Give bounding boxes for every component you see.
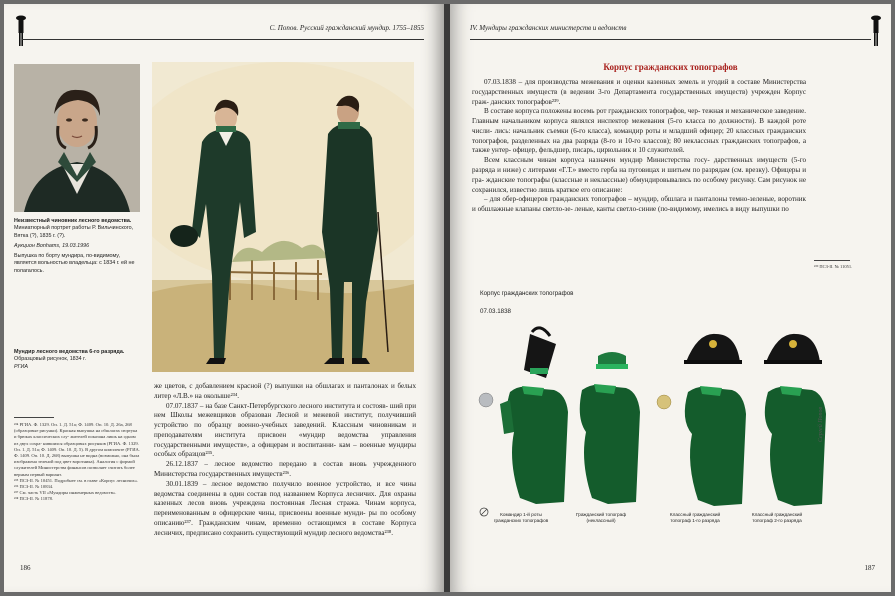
plate-caption: Классный гражданский топограф 1-го разряда	[669, 512, 721, 524]
paragraph: В составе корпуса положены восемь рот гражданских топографов, чер- тежная и механическое заведение. Главным начальником корпуса являлся инспектор межевания (5-го класса по должности). В каждой роте числи- лись: начальник съемки (6-го класса), командир роты и младший офицер; 20 классных гражданских топографов, разделенных на два разряда (8-го и 10-го классов); 80 неклассных гражданских топографов, а также унтер- офицер, фельдшер, писарь, цирюльник и 10 служителей.	[472, 107, 806, 155]
footnote: ²³⁷ См. часть VII «Мундиры инженерных ведомств».	[14, 490, 117, 496]
header-rule	[22, 39, 424, 40]
header-rule	[470, 39, 871, 40]
portrait-caption-line: Миниатюрный портрет работы Р. Вильчинского,	[14, 225, 134, 232]
left-body-text	[154, 382, 416, 539]
paragraph: 07.03.1838 – для производства межевания и оценки казенных земель и угодий в составе Министерства государственных имуществ (в ведении 3-го Департамента государственных имуществ) учрежден Корпус граж- данских топографов²³⁹.	[472, 78, 806, 106]
footnote: ²³⁴ РГИА. Ф. 1329. Оп. 1. Д. 51а; Ф. 1409. Оп. 10. Д. 26а, 268 (образцовые рисунки). Красная выпушка на обшлагах сюртука и брюках классических слу- жителей показана лишь на одном из двух сохра- нившихся образцовых рисунков (РГИА. Ф. 1329. Оп. 1. Д. 51а; Ф. 1409. Оп. 10. Д. 5). В другом комплекте (РГИА. Ф. 1409. Оп. 10. Д. 268) выпушка не видна (возможно, она была изображена зеленой под цвет воротника). Аналогия с формой служителей Министерства финансов позволяет считать более верным первый вариант.	[14, 422, 140, 477]
portrait-caption-note: является вольностью владельца: с 1834 г. ей не	[14, 260, 135, 267]
footnotes	[14, 422, 140, 502]
miniature-portrait-image	[14, 64, 140, 212]
footnote-rule	[14, 417, 54, 418]
painting-caption-source: РГИА	[14, 363, 28, 370]
portrait-caption	[14, 218, 142, 275]
figure-silhouette-icon	[869, 14, 883, 48]
right-page	[450, 4, 891, 592]
portrait-caption-line: Вятка (?), 1835 г. (?).	[14, 232, 66, 239]
left-page	[4, 4, 444, 592]
page-number: 187	[864, 564, 875, 572]
paragraph: – для обер-офицеров гражданских топографов – мундир, обшлага и панталоны темно-зеленые, воротник и обшлажные клапаны светло-зе- леные, канты светло-синие (по-видимому, имелись в виду выпушки по	[472, 195, 806, 214]
footnote: ²³⁶ ПСЗ-II. № 10834.	[14, 483, 54, 489]
footnote-rule	[814, 260, 850, 261]
plate-caption: Классный гражданский топограф 2-го разряда	[751, 512, 803, 524]
plate-caption: Командир 1-й роты гражданских топографов	[493, 512, 549, 524]
painting-caption-line: Образцовый рисунок, 1834 г.	[14, 356, 86, 363]
paragraph: же цветов, с добавлением красной (?) выпушки на обшлагах и панталонах и белых литер «Л.В.» на околыше²³⁴.	[154, 382, 416, 400]
artist-signature: Сергей Попов	[818, 406, 824, 442]
right-body-text	[472, 78, 806, 215]
plate-title: Корпус гражданских топографов	[480, 290, 574, 297]
portrait-caption-note: полагалось.	[14, 267, 44, 274]
portrait-caption-source: Аукцион Bonhams, 19.03.1996	[14, 242, 90, 249]
footnote: ²³⁵ ПСЗ-II. № 10451. Подробнее см. в главе «Корпус лесничих».	[14, 477, 139, 483]
painting-caption	[14, 349, 142, 371]
uniform-painting-image	[152, 62, 414, 372]
class2-uniform	[764, 334, 826, 506]
running-header: IV. Мундиры гражданских министерств и ведомств	[470, 24, 627, 32]
painting-caption-title: Мундир лесного ведомства 6-го разряда.	[14, 349, 125, 355]
page-number: 186	[20, 564, 31, 572]
paragraph: 30.01.1839 – лесное ведомство получило военное устройство, и все чины ведомства соединены в один состав под названием Корпуса лесничих. Для охраны казенных лесов вновь учреждена постоянная Лесная стража. Чинам корпуса, переименованным в офицерские чины, присвоены военные мунди- ры по особому описанию²³⁷. Гражданским чинам, временно остающимся в составе Корпуса лесничих, предписано сохранить существующий мундир лесного ведомства²³⁸.	[154, 479, 416, 537]
section-title: Корпус гражданских топографов	[603, 62, 738, 72]
paragraph: 26.12.1837 – лесное ведомство передано в состав вновь учрежденного Министерства государственных имуществ²³⁶.	[154, 460, 416, 479]
paragraph: 07.07.1837 – на базе Санкт-Петербургского лесного института и состояв- ший при нем Школы межевщиков образован Лесной и межевой институт, получивший устройство по образцу военно-учебных заведений. Классным чиновникам и преподавателям института присвоен «мундир ведомства управления государственными имуществ», а офицерам и воспитанни- кам – военные мундиры особых образцов²³⁵.	[154, 401, 416, 459]
commander-uniform	[479, 328, 568, 504]
footnote: ²³⁹ ПСЗ-II. № 11051.	[814, 264, 853, 269]
paragraph: Всем классным чинам корпуса назначен мундир Министерства госу- дарственных имуществ (5-го разряда и ниже) с литерами «Г.Т.» вместо герба на пуговицах и шитьем по разрядам (см. врезку). Офицеры и гра- жданские топографы (классные и неклассные) обмундировывались по особому рисунку. Сам рисунок не сохранился, известно лишь краткое его описание:	[472, 156, 806, 194]
class1-uniform	[657, 334, 746, 506]
plate-caption: Гражданский топограф (неклассный)	[575, 512, 627, 524]
footnote: ²³⁸ ПСЗ-II. № 11878.	[14, 496, 54, 502]
plate-date: 07.03.1838	[480, 308, 511, 315]
portrait-caption-note: Выпушка по борту мундира, по-видимому,	[14, 253, 120, 260]
portrait-caption-title: Неизвестный чиновник лесного ведомства.	[14, 218, 132, 224]
topographer-uniform	[580, 352, 640, 504]
running-header: С. Попов. Русский гражданский мундир. 1755–1855	[269, 24, 424, 32]
